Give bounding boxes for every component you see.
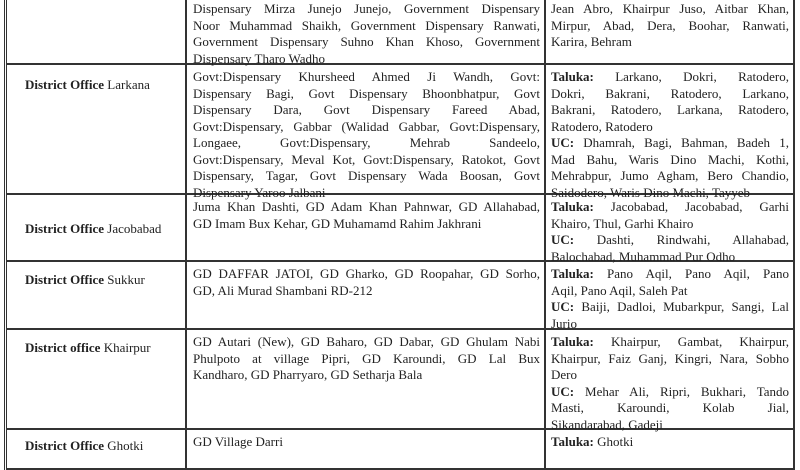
- table-row: [7, 430, 793, 470]
- facility-line: Dispensary Tharo Wadho: [193, 50, 326, 66]
- table-row: [7, 65, 793, 200]
- area-text: Aqil, Pano Aqil, Saleh Pat: [551, 282, 688, 298]
- area-line: [551, 266, 789, 283]
- area-line: [551, 283, 789, 300]
- area-text: Dokri, Bakrani, Ratodero, Larkano,: [551, 85, 789, 101]
- district-office-cell: [7, 65, 187, 193]
- area-line: [551, 232, 789, 249]
- area-line: [551, 334, 789, 351]
- table-row: [7, 195, 793, 262]
- area-type-label: Taluka:: [551, 334, 594, 349]
- district-office-label: District office: [25, 340, 101, 355]
- district-office-label: District Office: [25, 438, 105, 453]
- area-line: [551, 400, 789, 417]
- district-office-cell: [7, 330, 187, 428]
- area-line: [551, 86, 789, 103]
- district-office-cell: [7, 195, 187, 260]
- area-line: [551, 152, 789, 169]
- area-line: [551, 1, 789, 18]
- area-text: Bakrani, Ratodero, Larkana, Ratodero,: [551, 102, 789, 117]
- facility-line: Juma Khan Dashti, GD Adam Khan Pahnwar, GD Allahabad,: [193, 199, 540, 214]
- area-text: Khairpur, Gambat, Khairpur,: [593, 334, 789, 349]
- facility-line: GD Village Darri: [193, 434, 283, 449]
- area-text: Saidodero, Waris Dino Machi, Tayyeb: [551, 184, 751, 200]
- area-line: [551, 18, 789, 35]
- area-text: Jean Abro, Khairpur Juso, Aitbar Khan,: [551, 1, 789, 16]
- area-text: Khairo, Thul, Garhi Khairo: [551, 215, 694, 231]
- area-line: [551, 351, 789, 368]
- area-text: Balochabad, Muhammad Pur Odho: [551, 248, 736, 264]
- district-office-cell: [7, 430, 187, 468]
- area-text: Jurio: [551, 315, 577, 331]
- district-name: Ghotki: [104, 438, 144, 453]
- facility-line: GD DAFFAR JATOI, GD Gharko, GD Roopahar, GD Sorho,: [193, 266, 540, 281]
- area-text: Mad Bahu, Waris Dino Machi, Kothi,: [551, 151, 789, 167]
- facility-line: Govt:Dispensary, Gabbar (Walidad Gabbar, Govt:Dispensary,: [193, 118, 540, 134]
- facility-line: Government Dispensary Suhno Khan Khoso, Government: [193, 34, 540, 49]
- district-name: Khairpur: [100, 340, 151, 355]
- areas-cell: [546, 430, 793, 468]
- district-name: Jacobabad: [104, 221, 162, 236]
- area-line: [551, 384, 789, 401]
- areas-cell: [546, 262, 793, 331]
- facility-line: Noor Muhammad Shaikh, Government Dispensary Ranwati,: [193, 17, 540, 33]
- area-text: Karira, Behram: [551, 34, 632, 49]
- area-line: [551, 34, 789, 51]
- area-type-label: UC:: [551, 299, 575, 314]
- facility-line: GD Imam Bux Kehar, GD Muhamamd Rahim Jakhrani: [193, 215, 482, 231]
- area-text: Mehrabpur, Jumo Agham, Bero Chandio,: [551, 168, 789, 183]
- area-line: [551, 434, 789, 451]
- area-line: [551, 69, 789, 86]
- area-text: Masti, Karoundi, Kolab Jial,: [551, 400, 789, 415]
- area-line: [551, 199, 789, 216]
- area-line: [551, 367, 789, 384]
- district-office-cell: [7, 0, 187, 63]
- facility-line: Govt:Dispensary, Meval Kot, Govt:Dispensary, Ratokot, Govt: [193, 151, 540, 167]
- area-text: Ghotki: [593, 434, 634, 449]
- district-office-cell: [7, 262, 187, 328]
- areas-cell: [546, 65, 793, 200]
- area-type-label: UC:: [551, 232, 575, 247]
- facility-line: GD, Ali Murad Shambani RD-212: [193, 282, 373, 298]
- area-text: Dashti, Rindwahi, Allahabad,: [574, 232, 789, 247]
- facilities-cell: [187, 65, 546, 200]
- area-line: [551, 102, 789, 119]
- area-text: Sikandarabad, Gadeji: [551, 416, 663, 432]
- facilities-cell: [187, 0, 546, 66]
- area-text: Larkano, Dokri, Ratodero,: [593, 69, 789, 84]
- area-text: Mirpur, Abad, Dera, Boohar, Ranwati,: [551, 17, 789, 33]
- area-text: Jacobabad, Jacobabad, Garhi: [593, 199, 789, 214]
- district-name: Larkana: [104, 77, 150, 92]
- facility-line: Dispensary, Tagar, Govt Dispensary Wada Boosan, Govt: [193, 168, 540, 183]
- facility-line: Govt:Dispensary Khursheed Ahmed Ji Wandh, Govt:: [193, 69, 540, 84]
- area-line: [551, 135, 789, 152]
- area-line: [551, 119, 789, 136]
- district-dispensary-table: [4, 0, 795, 470]
- area-type-label: UC:: [551, 135, 575, 150]
- area-line: [551, 299, 789, 316]
- table-row: [7, 330, 793, 430]
- facility-line: Dispensary Dara, Govt Dispensary Fareed Abad,: [193, 102, 540, 117]
- area-type-label: Taluka:: [551, 434, 594, 449]
- facility-line: Longaee, Govt:Dispensary, Mehrab Sandeelo,: [193, 135, 540, 150]
- facility-line: Dispensary Mirza Junejo Junejo, Government Dispensary: [193, 1, 540, 16]
- facility-line: Kandharo, GD Pharryaro, GD Setharja Bala: [193, 367, 423, 382]
- area-text: Dhamrah, Bagi, Bahman, Badeh 1,: [574, 135, 789, 150]
- table-row: [7, 0, 793, 65]
- areas-cell: [546, 195, 793, 264]
- area-text: Ratodero, Ratodero: [551, 118, 653, 134]
- area-type-label: Taluka:: [551, 199, 594, 214]
- facilities-cell: [187, 195, 546, 260]
- district-name: Sukkur: [104, 272, 145, 287]
- areas-cell: [546, 0, 793, 63]
- facility-line: Dispensary Yaroo Jalbani: [193, 184, 326, 200]
- area-type-label: UC:: [551, 383, 575, 399]
- table-row: [7, 262, 793, 330]
- district-office-label: District Office: [25, 77, 105, 92]
- area-text: Khairpur, Faiz Ganj, Kingri, Nara, Sobho: [551, 350, 789, 366]
- area-line: [551, 168, 789, 185]
- area-line: [551, 216, 789, 233]
- area-text: Baiji, Dadloi, Mubarkpur, Sangi, Lal: [574, 299, 789, 314]
- facilities-cell: [187, 262, 546, 328]
- district-office-label: District Office: [25, 221, 105, 236]
- facility-line: Phulpoto at village Pipri, GD Karoundi, GD Lal Bux: [193, 350, 540, 366]
- area-type-label: Taluka:: [551, 69, 594, 84]
- facilities-cell: [187, 330, 546, 428]
- areas-cell: [546, 330, 793, 432]
- facilities-cell: [187, 430, 546, 468]
- district-office-label: District Office: [25, 272, 105, 287]
- area-text: Dero: [551, 367, 577, 382]
- area-type-label: Taluka:: [551, 266, 594, 281]
- area-text: Pano Aqil, Pano Aqil, Pano: [593, 266, 789, 281]
- area-text: Mehar Ali, Ripri, Bukhari, Tando: [574, 383, 789, 399]
- facility-line: GD Autari (New), GD Baharo, GD Dabar, GD Ghulam Nabi: [193, 334, 540, 349]
- facility-line: Dispensary Bagi, Govt Dispensary Bhoonbhatpur, Govt: [193, 85, 540, 101]
